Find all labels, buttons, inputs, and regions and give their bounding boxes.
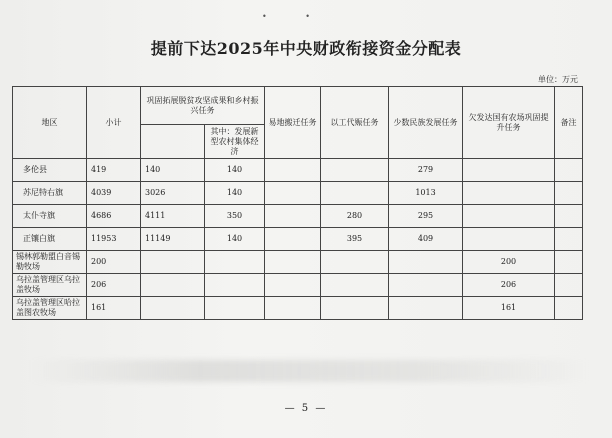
cell-farm [463,228,555,251]
cell-collective: 140 [205,159,265,182]
header-consolidate: 巩固拓展脱贫攻坚成果和乡村振兴任务 [141,87,265,125]
cell-farm: 200 [463,251,555,274]
cell-region: 锡林郭勒盟白音锡勒牧场 [13,251,87,274]
cell-collective [205,274,265,297]
header-work-relief: 以工代赈任务 [321,87,389,159]
document-title: 提前下达2025年中央财政衔接资金分配表 [150,39,462,58]
cell-ethnic: 295 [389,205,463,228]
cell-collective: 140 [205,182,265,205]
cell-region: 苏尼特右旗 [13,182,87,205]
cell-remark [555,228,583,251]
cell-work-relief [321,182,389,205]
cell-region: 乌拉盖管理区哈拉盖图农牧场 [13,297,87,320]
cell-subtotal: 4686 [87,205,141,228]
cell-remark [555,205,583,228]
header-region: 地区 [13,87,87,159]
header-subtotal: 小计 [87,87,141,159]
cell-subtotal: 161 [87,297,141,320]
cell-ethnic [389,251,463,274]
cell-relocation [265,182,321,205]
cell-region: 正镶白旗 [13,228,87,251]
unit-label: 单位：万元 [538,75,578,84]
cell-relocation [265,205,321,228]
cell-ethnic [389,274,463,297]
cell-remark [555,297,583,320]
cell-consolidate: 3026 [141,182,205,205]
cell-consolidate [141,251,205,274]
cell-remark [555,251,583,274]
cell-subtotal: 11953 [87,228,141,251]
cell-relocation [265,228,321,251]
cell-farm [463,205,555,228]
cell-work-relief [321,251,389,274]
cell-work-relief [321,159,389,182]
cell-consolidate: 4111 [141,205,205,228]
cell-consolidate [141,297,205,320]
scan-bleed-through [30,360,590,382]
cell-relocation [265,159,321,182]
page-number: — 5 — [284,403,328,414]
header-consolidate-blank [141,125,205,159]
scan-marks: • • [262,12,328,21]
header-farm: 欠发达国有农场巩固提升任务 [463,87,555,159]
cell-region: 多伦县 [13,159,87,182]
cell-subtotal: 419 [87,159,141,182]
header-relocation: 易地搬迁任务 [265,87,321,159]
cell-subtotal: 4039 [87,182,141,205]
table-row [13,182,583,205]
table-row [13,205,583,228]
cell-farm: 206 [463,274,555,297]
cell-ethnic [389,297,463,320]
cell-farm [463,159,555,182]
cell-farm [463,182,555,205]
table-row [13,251,583,274]
cell-work-relief [321,274,389,297]
cell-region: 太仆寺旗 [13,205,87,228]
cell-collective [205,297,265,320]
cell-remark [555,182,583,205]
cell-collective: 350 [205,205,265,228]
cell-work-relief: 280 [321,205,389,228]
cell-work-relief: 395 [321,228,389,251]
cell-consolidate: 11149 [141,228,205,251]
cell-remark [555,159,583,182]
cell-remark [555,274,583,297]
cell-subtotal: 200 [87,251,141,274]
cell-ethnic: 1013 [389,182,463,205]
cell-relocation [265,297,321,320]
table-row [13,159,583,182]
cell-relocation [265,251,321,274]
cell-collective [205,251,265,274]
cell-farm: 161 [463,297,555,320]
header-consolidate-sub: 其中：发展新型农村集体经济 [205,125,265,159]
allocation-table [12,86,583,320]
cell-relocation [265,274,321,297]
header-ethnic: 少数民族发展任务 [389,87,463,159]
cell-work-relief [321,297,389,320]
table-row [13,228,583,251]
table-row [13,297,583,320]
cell-consolidate: 140 [141,159,205,182]
header-remark: 备注 [555,87,583,159]
cell-ethnic: 409 [389,228,463,251]
cell-subtotal: 206 [87,274,141,297]
cell-ethnic: 279 [389,159,463,182]
cell-consolidate [141,274,205,297]
cell-collective: 140 [205,228,265,251]
cell-region: 乌拉盖管理区乌拉盖牧场 [13,274,87,297]
table-row [13,274,583,297]
